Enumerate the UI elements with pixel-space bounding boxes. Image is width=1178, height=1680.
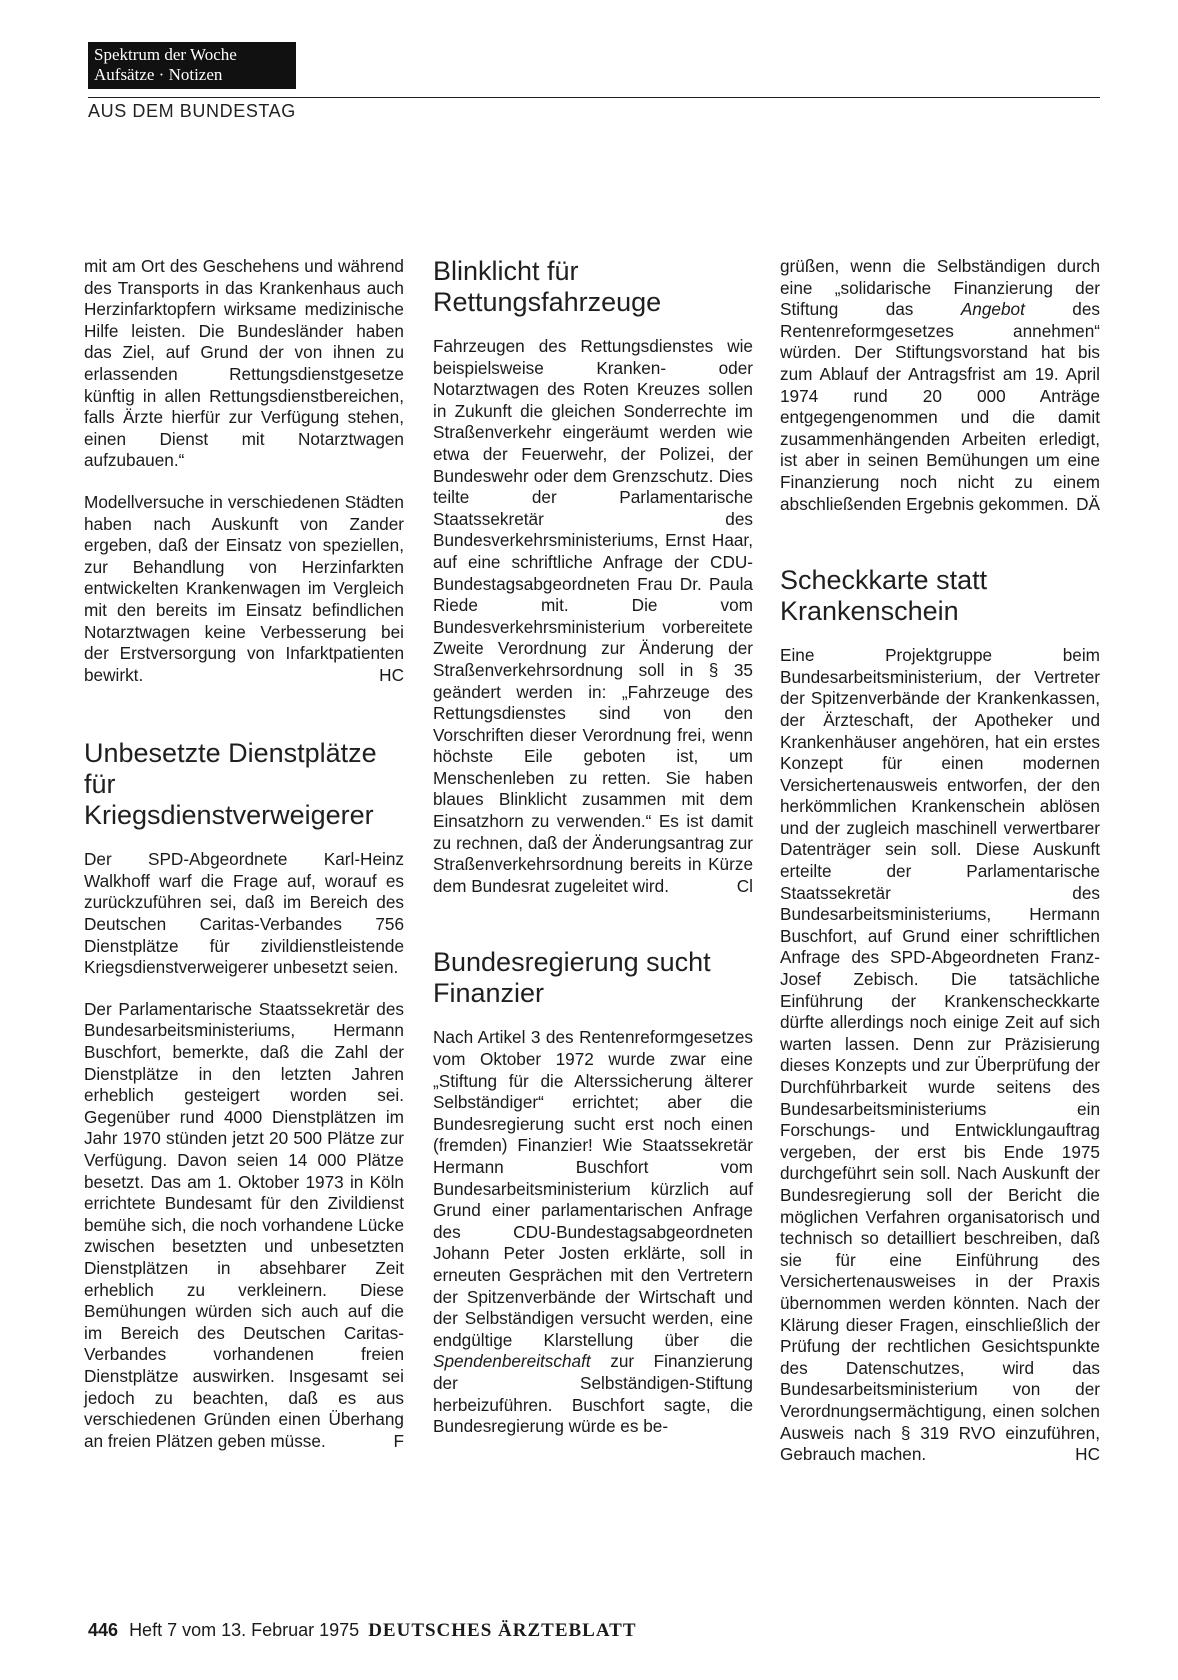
col3-paragraph-1-tail: des Rentenreformgesetzes annehmen“ würden. Der Stiftungsvorstand hat bis zum Ablauf der Antragsfrist am 19. April 1974 rund 20 000 Anträge entgegengenommen und die damit zusammenhängenden Arbeiten erledigt, ist aber in seinen Bemühungen um eine Finanzierung noch nicht zu einem abschließenden Ergebnis gekommen.: [780, 299, 1100, 514]
col3-paragraph-2: [780, 645, 1100, 1466]
col2-paragraph-1: [433, 336, 753, 897]
col3-paragraph-1-head: grüßen, wenn die Selbständigen durch eine „solidarische Finanzierung der Stiftung das: [780, 256, 1100, 320]
col2-paragraph-1-text: Fahrzeugen des Rettungsdienstes wie beispielsweise Kranken- oder Notarztwagen des Roten Kreuzes sollen in Zukunft die gleichen Sonderrechte im Straßenverkehr eingeräumt werden wie etwa der Feuerwehr, der Polizei, der Bundeswehr oder dem Grenzschutz. Dies teilte der Parlamentarische Staatssekretär des Bundesverkehrsministeriums, Ernst Haar, auf eine schriftliche Anfrage der CDU-Bundestagsabgeordneten Frau Dr. Paula Riede mit. Die vom Bundesverkehrsministerium vorbereitete Zweite Verordnung zur Änderung der Straßenverkehrsordnung soll in § 35 geändert werden in: „Fahrzeuge des Rettungsdienstes sind von den Vorschriften dieser Verordnung frei, wenn höchste Eile geboten ist, um Menschenleben zu retten. Sie haben blaues Blinklicht zusammen mit dem Einsatzhorn zu verwenden.“ Es ist damit zu rechnen, daß der Änderungsantrag zur Straßenverkehrsordnung bereits in Kürze dem Bundesrat zugeleitet wird.: [433, 336, 753, 896]
col1-paragraph-1: mit am Ort des Geschehens und während des Transports in das Krankenhaus auch Herzinfarktopfern wirksame medizinische Hilfe leisten. Die Bundesländer haben das Ziel, auf Grund der von ihnen zu erlassenden Rettungsdienstgesetze künftig in allen Rettungsdienstbereichen, falls Ärzte hierfür zur Verfügung stehen, einen Dienst mit Notarztwagen aufzubauen.“: [84, 256, 404, 471]
page-number: 446: [88, 1620, 119, 1640]
author-initials: HC: [1075, 1444, 1100, 1465]
col1-paragraph-4-text: Der Parlamentarische Staatssekretär des Bundesarbeitsministeriums, Hermann Buschfort, bemerkte, daß die Zahl der Dienstplätze in den letzten Jahren erheblich gesteigert worden sei. Gegenüber rund 4000 Dienstplätzen im Jahr 1970 stünden jetzt 20 500 Plätze zur Verfügung. Davon seien 14 000 Plätze besetzt. Das am 1. Oktober 1973 in Köln errichtete Bundesamt für den Zivildienst bemühe sich, die noch vorhandene Lücke zwischen besetzten und unbesetzten Dienstplätzen in absehbarer Zeit erheblich zu verkleinern. Diese Bemühungen würden sich auch auf die im Bereich des Deutschen Caritas-Verbandes vorhandenen freien Dienstplätze auswirken. Insgesamt sei jedoch zu beachten, daß es aus verschiedenen Gründen einen Überhang an freien Plätzen geben müsse.: [84, 998, 404, 1451]
col3-paragraph-2-text: Eine Projektgruppe beim Bundesarbeitsministerium, der Vertreter der Spitzenverbände der Krankenkassen, der Ärzteschaft, der Apotheker und Krankenhäuser angehören, hat ein erstes Konzept für einen modernen Versichertenausweis entworfen, der den herkömmlichen Krankenschein ablösen und der zugleich maschinell verwertbarer Datenträger sein soll. Diese Auskunft erteilte der Parlamentarische Staatssekretär des Bundesarbeitsministeriums, Hermann Buschfort, auf Grund einer schriftlichen Anfrage des SPD-Abgeordneten Franz-Josef Zebisch. Die tatsächliche Einführung der Krankenscheckkarte dürfte allerdings noch einige Zeit auf sich warten lassen. Denn zur Präzisierung dieses Konzepts und zur Überprüfung der Durchführbarkeit wurde seitens des Bundesarbeitsministeriums ein Forschungs- und Entwicklungauftrag vergeben, der erst bis Ende 1975 durchgeführt sein soll. Nach Auskunft der Bundesregierung soll der Bericht die möglichen Verfahren organisatorisch und technisch so detailliert beschreiben, daß sie für eine Einführung des Versichertenausweises in der Praxis übernommen werden könnten. Nach der Klärung dieser Fragen, einschließlich der Prüfung der rechtlichen Gesichtspunkte des Datenschutzes, wird das Bundesarbeitsministerium von der Verordnungsermächtigung, einen solchen Ausweis nach § 319 RVO einzuführen, Gebrauch machen.: [780, 645, 1100, 1465]
journal-name: DEUTSCHES ÄRZTEBLATT: [368, 1620, 637, 1641]
col1-paragraph-2-text: Modellversuche in verschiedenen Städten haben nach Auskunft von Zander ergeben, daß der Einsatz von speziellen, zur Behandlung von Herzinfarkten entwickelten Krankenwagen im Vergleich mit den bereits im Einsatz befindlichen Notarztwagen keine Verbesserung bei der Erstversorgung von Infarktpatienten bewirkt.: [84, 491, 404, 685]
author-initials: F: [393, 1430, 404, 1451]
col2-paragraph-2-text: Nach Artikel 3 des Rentenreformgesetzes vom Oktober 1972 wurde zwar eine „Stiftung für die Alterssicherung älterer Selbständiger“ errichtet; aber die Bundesregierung sucht erst noch einen (fremden) Finanzier! Wie Staatssekretär Hermann Buschfort vom Bundesarbeitsministerium kürzlich auf Grund einer parlamentarischen Anfrage des CDU-Bundestagsabgeordneten Johann Peter Josten erklärte, soll in erneuten Gesprächen mit den Vertretern der Spitzenverbände der Wirtschaft und der Selbständigen versucht werden, eine endgültige Klarstellung über die: [433, 1027, 753, 1350]
col2-paragraph-2: [433, 1027, 753, 1437]
section-title: AUS DEM BUNDESTAG: [88, 101, 296, 121]
badge-line-2: Aufsätze · Notizen: [94, 65, 223, 84]
article-heading-blinklicht: Blinklicht für Rettungsfahrzeuge: [433, 256, 662, 317]
col2-paragraph-2-tail: zur Finanzierung der Selbständigen-Stiftung herbeizuführen. Buschfort sagte, die Bundesregierung würde es be-: [433, 1351, 753, 1437]
col1-paragraph-3: Der SPD-Abgeordnete Karl-Heinz Walkhoff warf die Frage auf, worauf es zurückzuführen sei, daß im Bereich des Deutschen Caritas-Verbandes 756 Dienstplätze für zivildienstleistende Kriegsdienstverweigerer unbesetzt seien.: [84, 849, 404, 978]
author-initials: Cl: [736, 875, 753, 896]
col2-emphasis: Spendenbereitschaft: [433, 1351, 591, 1372]
page-footer: [88, 1620, 637, 1642]
author-initials: HC: [379, 664, 404, 685]
column-2: [433, 256, 753, 1438]
col3-emphasis: Angebot: [960, 299, 1025, 320]
author-initials: DÄ: [1076, 493, 1100, 514]
column-1: [84, 256, 404, 1452]
badge-line-1: Spektrum der Woche: [94, 45, 237, 64]
article-heading-dienstplaetze: Unbesetzte Dienstplätze für Kriegsdienstverweigerer: [84, 738, 377, 831]
section-badge: [88, 42, 296, 89]
article-heading-scheckkarte: Scheckkarte statt Krankenschein: [780, 565, 988, 627]
col1-paragraph-2: [84, 492, 404, 686]
article-heading-finanzier: Bundesregierung sucht Finanzier: [433, 947, 711, 1009]
col3-paragraph-1: [780, 256, 1100, 515]
col1-paragraph-4: [84, 999, 404, 1452]
header-rule: [88, 97, 1100, 98]
issue-info: Heft 7 vom 13. Februar 1975: [129, 1620, 360, 1640]
column-3: [780, 256, 1100, 1466]
